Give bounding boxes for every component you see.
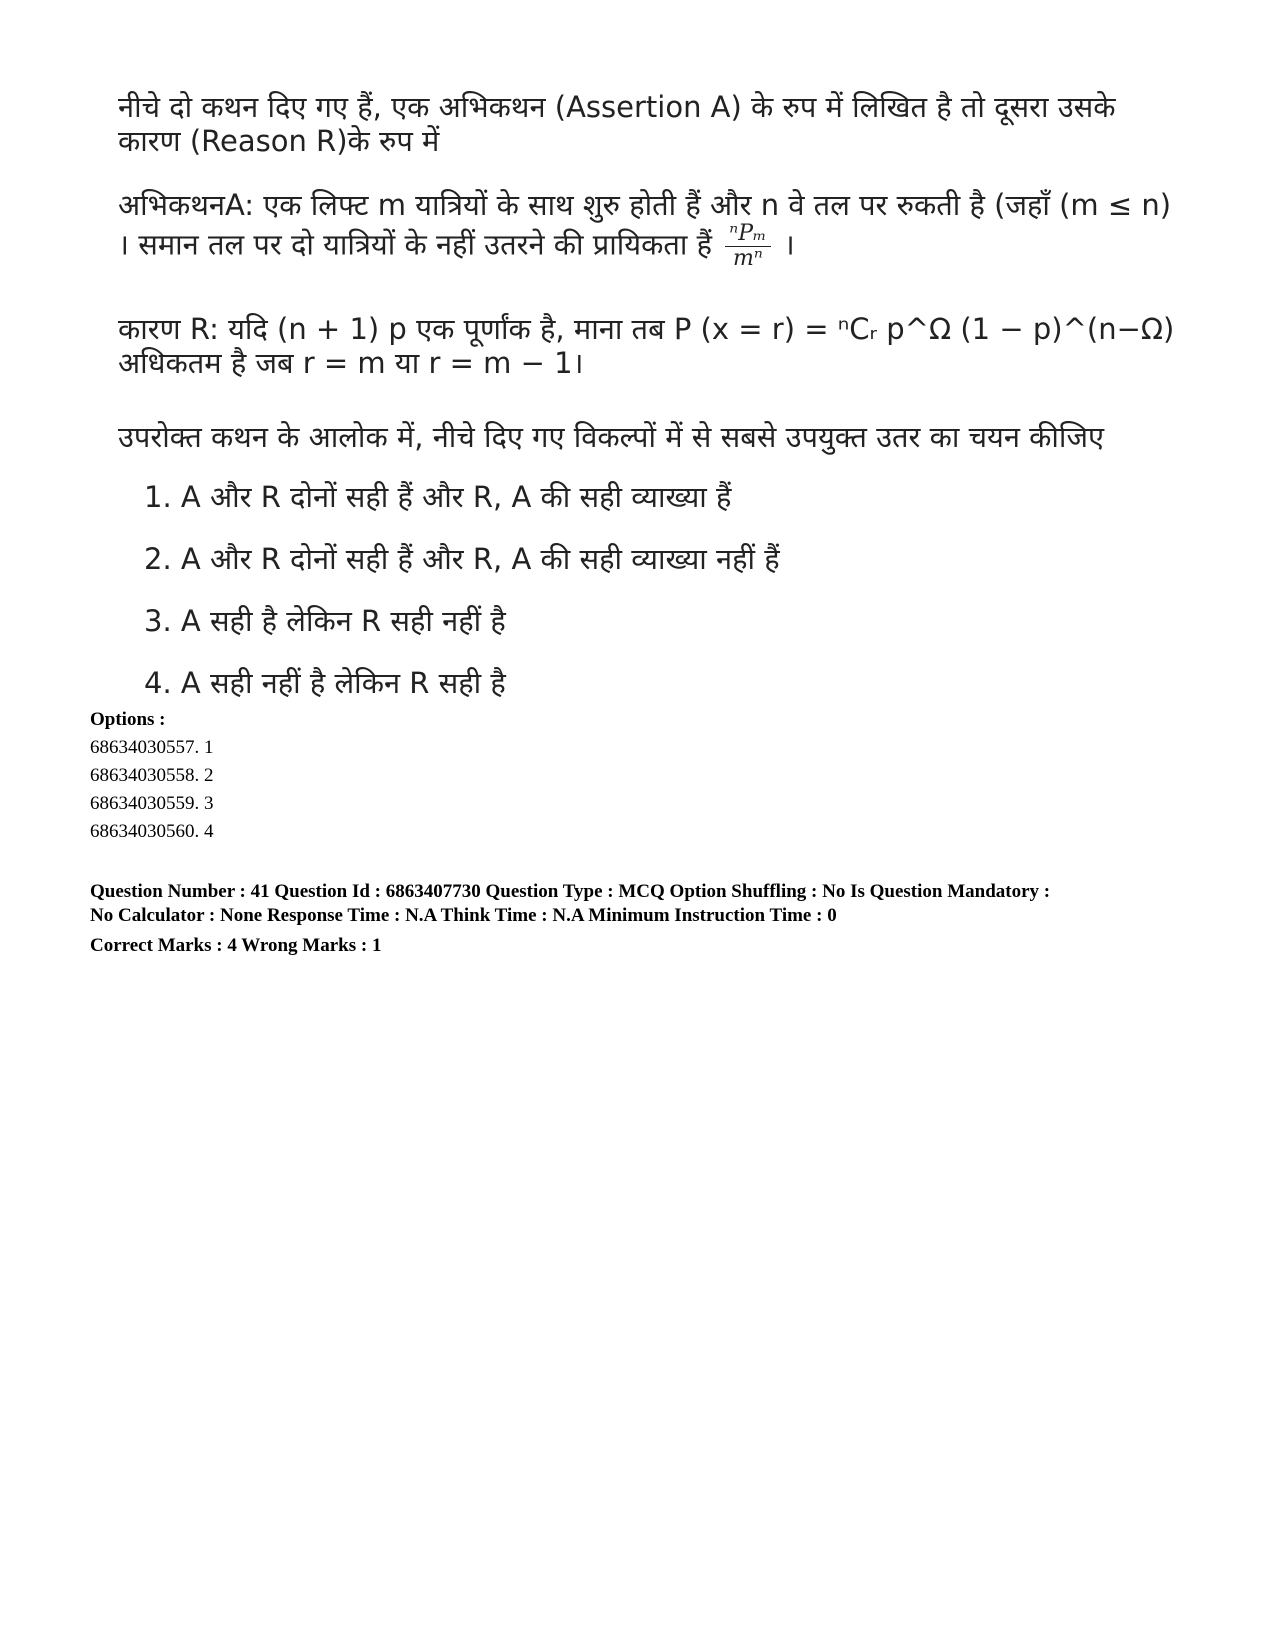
fraction-numerator: ⁿPₘ xyxy=(725,222,770,247)
question-instruction: उपरोक्त कथन के आलोक में, नीचे दिए गए विकल्पों में से सबसे उपयुक्त उतर का चयन कीजिए xyxy=(118,420,1104,454)
question-info-line-1: Question Number : 41 Question Id : 6863407730 Question Type : MCQ Option Shuffling : No Is Question Mandatory : xyxy=(90,881,1051,902)
option-item-4: 68634030560. 4 xyxy=(90,821,214,842)
question-info-line-2: No Calculator : None Response Time : N.A Think Time : N.A Minimum Instruction Time : 0 xyxy=(90,905,837,926)
assertion-end: । xyxy=(783,227,795,262)
fraction-denominator: mⁿ xyxy=(733,246,763,271)
assertion-statement xyxy=(118,188,1178,271)
option-item-2: 68634030558. 2 xyxy=(90,765,214,786)
choice-1: 1. A और R दोनों सही हैं और R, A की सही व्याख्या हैं xyxy=(144,480,732,514)
option-item-3: 68634030559. 3 xyxy=(90,793,214,814)
choice-2: 2. A और R दोनों सही हैं और R, A की सही व्याख्या नहीं हैं xyxy=(144,542,780,576)
choice-4: 4. A सही नहीं है लेकिन R सही है xyxy=(144,666,506,700)
options-label: Options : xyxy=(90,709,166,730)
question-info xyxy=(90,880,1170,928)
assertion-text: अभिकथनA: एक लिफ्ट m यात्रियों के साथ शुरु होती हैं और n वे तल पर रुकती है (जहाँ (m ≤ n) । समान तल पर दो यात्रियों के नहीं उतरने की प्रायिकता हैं xyxy=(118,188,1172,262)
probability-fraction xyxy=(725,222,770,271)
question-intro: नीचे दो कथन दिए गए हैं, एक अभिकथन (Assertion A) के रुप में लिखित है तो दूसरा उसके कारण (Reason R)के रुप में xyxy=(118,90,1116,158)
marks-info: Correct Marks : 4 Wrong Marks : 1 xyxy=(90,935,382,956)
reason-statement: कारण R: यदि (n + 1) p एक पूर्णांक है, माना तब P (x = r) = ⁿCᵣ p^Ω (1 − p)^(n−Ω) अधिकतम है जब r = m या r = m − 1। xyxy=(118,312,1175,380)
option-item-1: 68634030557. 1 xyxy=(90,737,214,758)
choice-3: 3. A सही है लेकिन R सही नहीं है xyxy=(144,604,506,638)
